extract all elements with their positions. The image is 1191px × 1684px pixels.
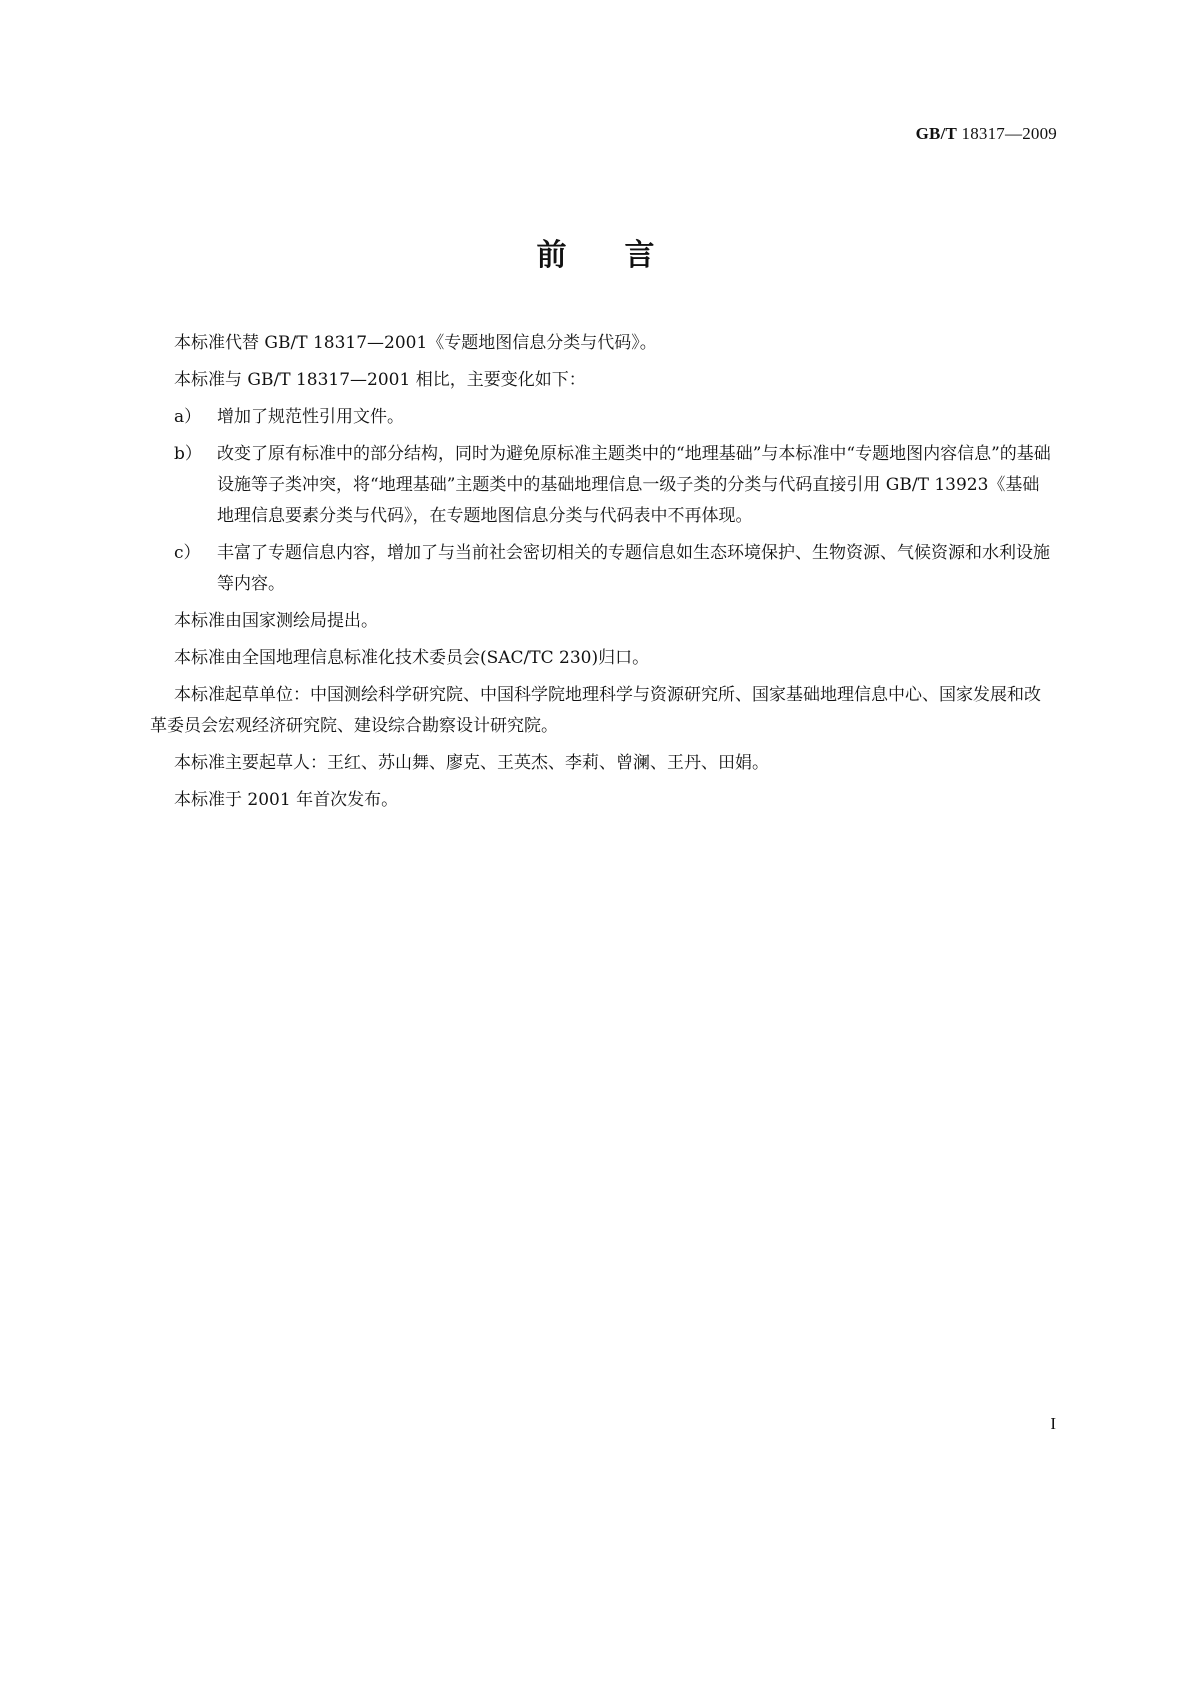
- list-marker-a: a）: [174, 407, 202, 427]
- list-item-b: [174, 439, 1054, 532]
- list-text-a: 增加了规范性引用文件。: [217, 407, 404, 427]
- paragraph-drafting-units: 本标准起草单位：中国测绘科学研究院、中国科学院地理科学与资源研究所、国家基础地理信息中心、国家发展和改革委员会宏观经济研究院、建设综合勘察设计研究院。: [150, 685, 1041, 736]
- paragraph-changes-intro: 本标准与 GB/T 18317—2001 相比，主要变化如下：: [174, 370, 586, 390]
- paragraph-proposed-by: 本标准由国家测绘局提出。: [174, 611, 378, 631]
- list-item-a: [174, 402, 1054, 433]
- foreword-content: [150, 328, 1054, 822]
- list-text-c: 丰富了专题信息内容，增加了与当前社会密切相关的专题信息如生态环境保护、生物资源、气候资源和水利设施等内容。: [217, 543, 1050, 594]
- list-marker-c: c）: [174, 543, 201, 563]
- paragraph-drafters: 本标准主要起草人：王红、苏山舞、廖克、王英杰、李莉、曾澜、王丹、田娟。: [174, 753, 769, 773]
- page-title: 前言: [536, 238, 713, 273]
- page-number: I: [1050, 1414, 1056, 1433]
- list-marker-b: b）: [174, 444, 202, 464]
- standard-code-number: 18317—2009: [961, 124, 1057, 143]
- paragraph-centralized-by: 本标准由全国地理信息标准化技术委员会(SAC/TC 230)归口。: [174, 648, 650, 668]
- list-text-b: 改变了原有标准中的部分结构，同时为避免原标准主题类中的“地理基础”与本标准中“专题地图内容信息”的基础设施等子类冲突，将“地理基础”主题类中的基础地理信息一级子类的分类与代码直接引用 GB/T 13923《基础地理信息要素分类与代码》，在专题地图信息分类与代码表中不再体现。: [217, 444, 1051, 526]
- standard-code-prefix: GB/T: [915, 124, 958, 143]
- list-item-c: [174, 538, 1054, 600]
- paragraph-replaces: 本标准代替 GB/T 18317—2001《专题地图信息分类与代码》。: [174, 333, 657, 353]
- standard-code: [916, 124, 1057, 144]
- paragraph-first-release: 本标准于 2001 年首次发布。: [174, 790, 399, 810]
